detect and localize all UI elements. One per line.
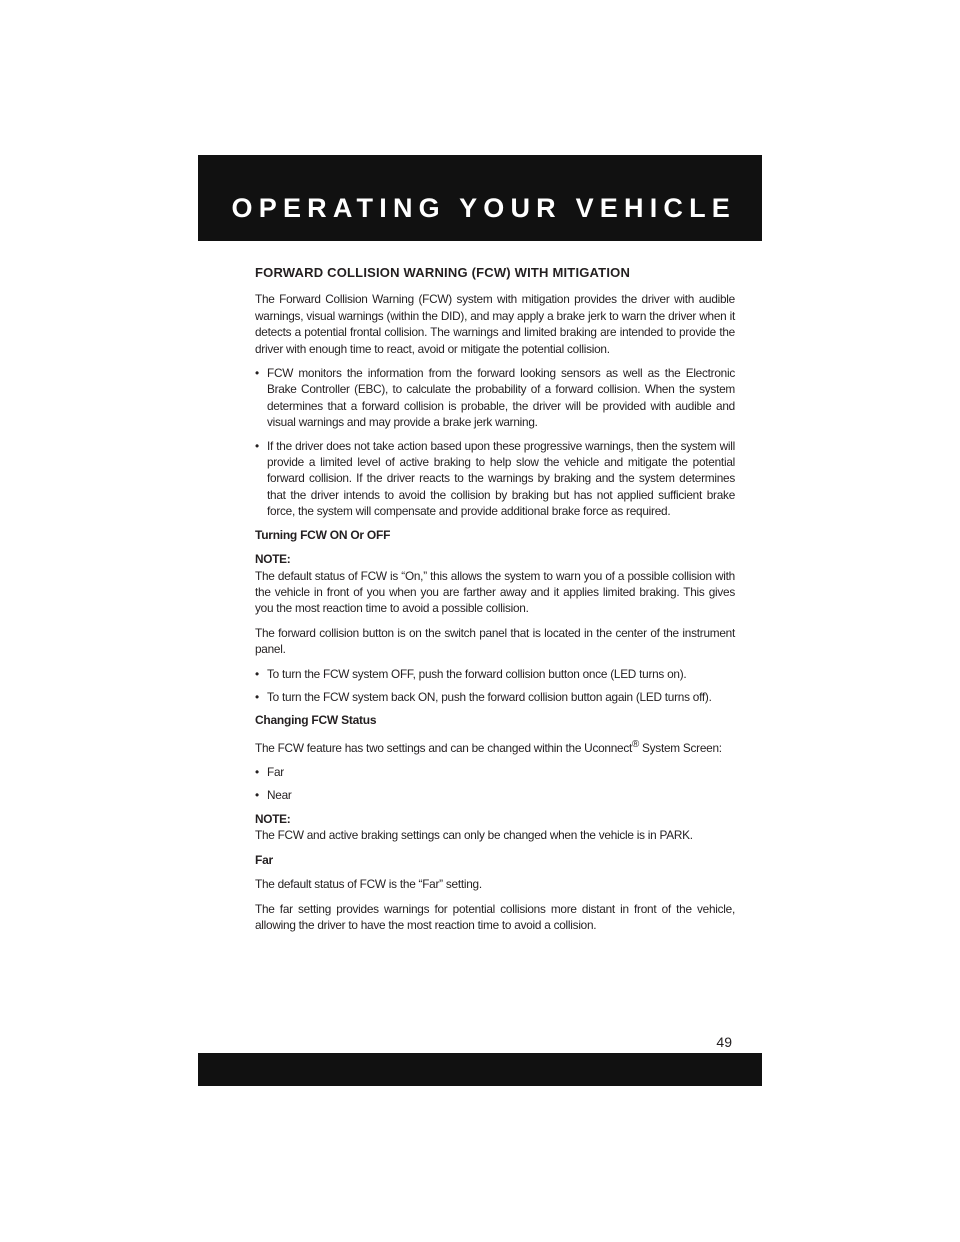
header-bar [198,155,762,241]
page-content [255,265,735,941]
note-label: NOTE: [255,552,291,567]
turning-steps-list [255,666,735,706]
note-text: The default status of FCW is “On,” this allows the system to warn you of a possible collision with the vehicle in front of you when you are farther away and it applies limited braking. This gives you the most reaction time to avoid a possible collision. [255,568,735,616]
footer-bar [198,1053,762,1086]
list-item: • Far [255,764,735,780]
list-item: • FCW monitors the information from the forward looking sensors as well as the Electronic Brake Controller (EBC), to calculate the probability of a forward collision. When the system determines that a forward collision is probable, the driver will be provided with audible and visual warnings and may provide a brake jerk warning. [255,365,735,431]
far-default-text: The default status of FCW is the “Far” setting. [255,877,482,892]
far-title: Far [255,852,273,867]
page-number: 49 [716,1034,732,1050]
fcw-bullet-list [255,365,735,520]
note-label: NOTE: [255,811,291,826]
section-title: FORWARD COLLISION WARNING (FCW) WITH MITIGATION [255,265,631,280]
list-item: • If the driver does not take action based upon these progressive warnings, then the system will provide a limited level of active braking to help slow the vehicle and mitigate the potential forward collision. If the driver reacts to the warnings by braking and the system determines that the driver intends to avoid the collision by braking but has not applied sufficient brake force, the system will compensate and provide additional brake force as required. [255,438,735,520]
section-intro: The Forward Collision Warning (FCW) system with mitigation provides the driver with audible warnings, visual warnings (within the DID), and may apply a brake jerk to warn the driver when it detects a potential frontal collision. The warnings and limited braking are intended to provide the driver with enough time to react, avoid or mitigate the potential collision. [255,292,735,356]
registered-mark: ® [632,738,640,750]
changing-status-title: Changing FCW Status [255,713,377,728]
note-text: The FCW and active braking settings can only be changed when the vehicle is in PARK. [255,828,693,843]
changing-intro: The FCW feature has two settings and can be changed within the Uconnect® System Screen: [255,738,722,755]
settings-options-list [255,764,735,804]
far-description: The far setting provides warnings for potential collisions more distant in front of the vehicle, allowing the driver to have the most reaction time to avoid a collision. [255,901,735,932]
list-item: • To turn the FCW system OFF, push the forward collision button once (LED turns on). [255,666,735,682]
location-text: The forward collision button is on the switch panel that is located in the center of the instrument panel. [255,625,735,657]
list-item: • To turn the FCW system back ON, push the forward collision button again (LED turns off). [255,689,735,705]
list-item: • Near [255,787,735,803]
turning-fcw-title: Turning FCW ON Or OFF [255,527,391,542]
chapter-title: OPERATING YOUR VEHICLE [231,193,736,223]
